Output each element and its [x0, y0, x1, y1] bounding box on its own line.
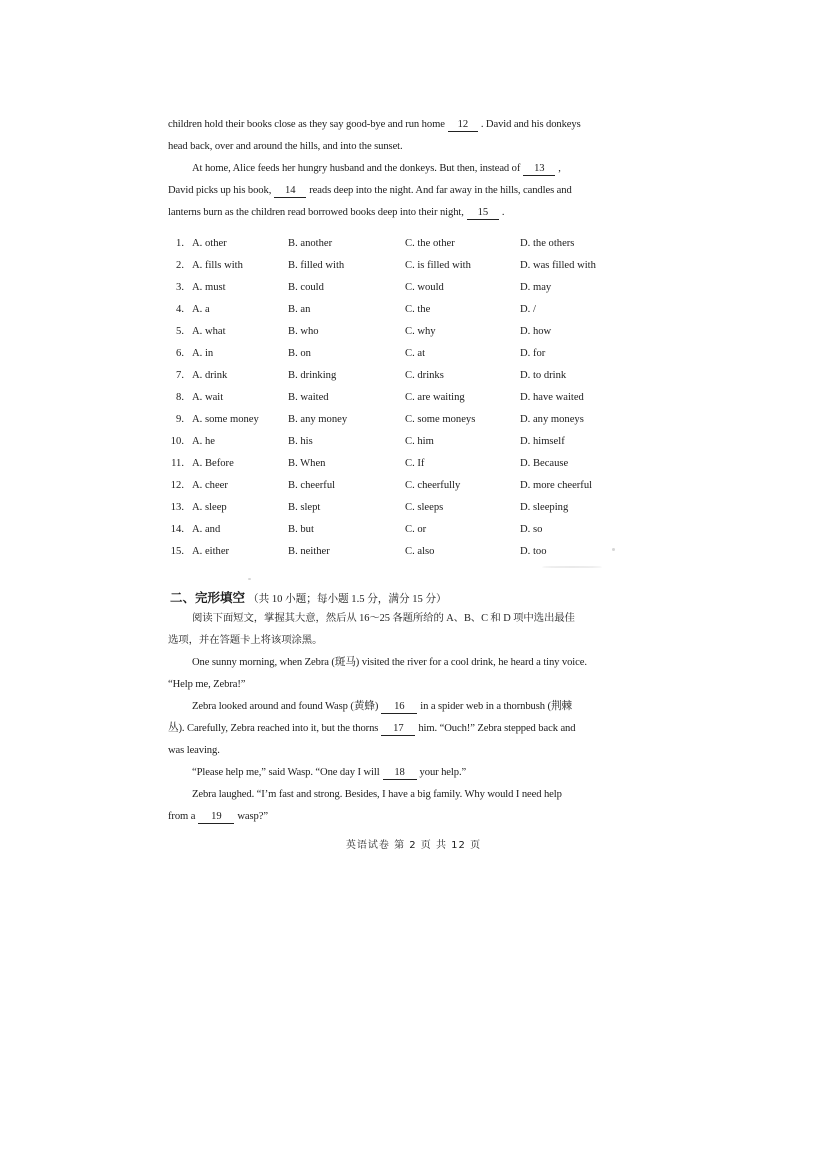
option-c: C. sleeps: [405, 502, 444, 513]
question-number: 3.: [176, 282, 184, 293]
section-note: （共 10 小题；每小题 1.5 分，满分 15 分）: [248, 594, 447, 605]
option-b: B. another: [288, 238, 333, 249]
option-a: A. wait: [192, 392, 224, 403]
option-b: B. filled with: [288, 260, 345, 271]
option-c: C. him: [405, 436, 434, 447]
passage-line: lanterns burn as the children read borrowed books deep into their night, 15 .: [168, 207, 505, 218]
option-c: C. also: [405, 546, 435, 557]
section-heading: [170, 588, 447, 606]
option-a: A. must: [192, 282, 226, 293]
blank-14: 14: [274, 185, 306, 198]
option-c: C. the: [405, 304, 431, 315]
question-number: 1.: [176, 238, 184, 249]
blank-19: 19: [198, 811, 234, 824]
option-d: D. any moneys: [520, 414, 584, 425]
option-c: C. the other: [405, 238, 455, 249]
option-a: A. sleep: [192, 502, 227, 513]
passage-line: Zebra looked around and found Wasp (黄蜂) 16 in a spider web in a thornbush (荆棘: [192, 701, 572, 712]
option-b: B. neither: [288, 546, 330, 557]
option-c: C. some moneys: [405, 414, 476, 425]
question-number: 10.: [170, 436, 184, 447]
option-a: A. what: [192, 326, 226, 337]
passage-line: “Help me, Zebra!”: [168, 679, 246, 690]
blank-16: 16: [381, 701, 417, 714]
option-b: B. cheerful: [288, 480, 336, 491]
option-d: D. may: [520, 282, 552, 293]
passage-line: was leaving.: [168, 745, 220, 756]
passage-top: [168, 114, 638, 224]
option-b: B. waited: [288, 392, 329, 403]
option-b: B. an: [288, 304, 311, 315]
section-title: 二、完形填空: [170, 590, 246, 605]
option-c: C. is filled with: [405, 260, 471, 271]
option-c: C. or: [405, 524, 427, 535]
option-a: A. some money: [192, 414, 259, 425]
scan-speck: [248, 578, 251, 580]
option-b: B. on: [288, 348, 311, 359]
question-number: 5.: [176, 326, 184, 337]
option-d: D. for: [520, 348, 546, 359]
instruction-line: 阅读下面短文，掌握其大意，然后从 16～25 各题所给的 A、B、C 和 D 项中选出最佳: [192, 613, 575, 624]
blank-13: 13: [523, 163, 555, 176]
option-b: B. but: [288, 524, 314, 535]
question-number: 8.: [176, 392, 184, 403]
blank-18: 18: [383, 767, 417, 780]
option-a: A. drink: [192, 370, 228, 381]
question-number: 12.: [170, 480, 184, 491]
option-d: D. sleeping: [520, 502, 569, 513]
option-c: C. are waiting: [405, 392, 465, 403]
option-d: D. have waited: [520, 392, 584, 403]
scan-speck: [612, 548, 615, 551]
option-d: D. how: [520, 326, 552, 337]
question-number: 6.: [176, 348, 184, 359]
question-number: 7.: [176, 370, 184, 381]
blank-12: 12: [448, 119, 478, 132]
passage-line: “Please help me,” said Wasp. “One day I will 18 your help.”: [192, 767, 467, 778]
blank-15: 15: [467, 207, 499, 220]
passage-line: One sunny morning, when Zebra (斑马) visited the river for a cool drink, he heard a tiny voice.: [192, 657, 587, 668]
question-number: 4.: [176, 304, 184, 315]
option-a: A. Before: [192, 458, 234, 469]
page-footer: 英语试卷 第 2 页 共 12 页: [345, 840, 482, 851]
question-number: 15.: [170, 546, 184, 557]
passage-line: 丛). Carefully, Zebra reached into it, but the thorns 17 him. “Ouch!” Zebra stepped back and: [168, 723, 576, 734]
option-d: D. was filled with: [520, 260, 596, 271]
blank-17: 17: [381, 723, 415, 736]
question-number: 11.: [171, 458, 184, 469]
passage-line: from a 19 wasp?”: [168, 811, 268, 822]
option-b: B. When: [288, 458, 326, 469]
option-d: D. so: [520, 524, 543, 535]
option-c: C. If: [405, 458, 425, 469]
question-number: 14.: [170, 524, 184, 535]
option-a: A. and: [192, 524, 221, 535]
passage-2: [168, 652, 638, 828]
option-c: C. why: [405, 326, 436, 337]
passage-line: David picks up his book, 14 reads deep into the night. And far away in the hills, candles and: [168, 185, 572, 196]
option-a: A. cheer: [192, 480, 228, 491]
option-c: C. at: [405, 348, 426, 359]
option-a: A. a: [192, 304, 210, 315]
option-b: B. slept: [288, 502, 321, 513]
option-b: B. any money: [288, 414, 348, 425]
option-d: D. himself: [520, 436, 565, 447]
question-number: 9.: [176, 414, 184, 425]
option-b: B. his: [288, 436, 313, 447]
option-b: B. could: [288, 282, 324, 293]
option-a: A. either: [192, 546, 230, 557]
question-number: 2.: [176, 260, 184, 271]
option-d: D. too: [520, 546, 547, 557]
section-instructions: [168, 608, 638, 652]
option-b: B. who: [288, 326, 319, 337]
option-d: D. to drink: [520, 370, 567, 381]
question-number: 13.: [170, 502, 184, 513]
option-d: D. the others: [520, 238, 575, 249]
option-a: A. he: [192, 436, 215, 447]
option-a: A. other: [192, 238, 227, 249]
option-d: D. Because: [520, 458, 569, 469]
option-b: B. drinking: [288, 370, 337, 381]
option-d: D. more cheerful: [520, 480, 593, 491]
passage-line: At home, Alice feeds her hungry husband and the donkeys. But then, instead of 13 ,: [192, 163, 561, 174]
option-c: C. would: [405, 282, 444, 293]
option-d: D. /: [520, 304, 536, 315]
passage-line: Zebra laughed. “I’m fast and strong. Besides, I have a big family. Why would I need help: [192, 789, 562, 800]
passage-line: head back, over and around the hills, and into the sunset.: [168, 141, 403, 152]
option-a: A. in: [192, 348, 214, 359]
option-c: C. cheerfully: [405, 480, 461, 491]
option-c: C. drinks: [405, 370, 444, 381]
option-a: A. fills with: [192, 260, 243, 271]
passage-line: children hold their books close as they say good-bye and run home 12 . David and his donkeys: [168, 119, 581, 130]
instruction-line: 选项，并在答题卡上将该项涂黑。: [168, 635, 323, 646]
scan-speck: [542, 566, 602, 568]
